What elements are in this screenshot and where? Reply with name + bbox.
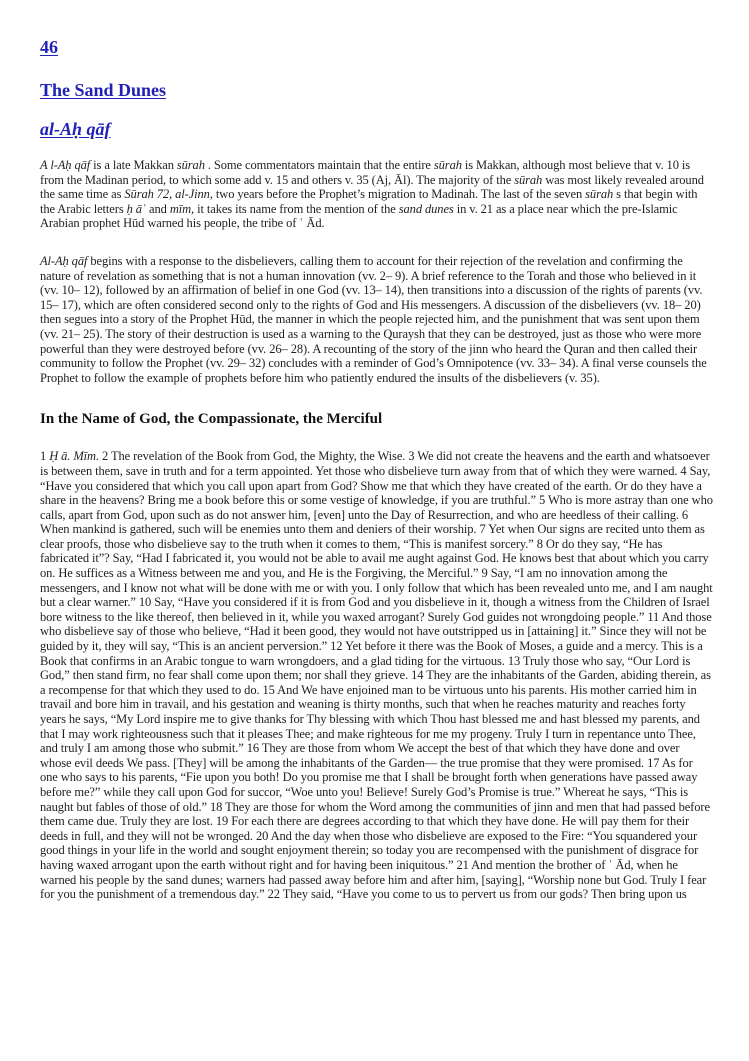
chapter-transliteration-link[interactable]: al-Aḥ qāf [40,119,111,139]
intro-paragraph-2: Al-Aḥ qāf begins with a response to the disbelievers, calling them to account for their rejection of the revelation and confirming the nature of revelation as something that is not a human innovation (vv. 2– 9). A brief reference to the Torah and those who believed in it (vv. 10– 12), followed by an affirmation of belief in one God (vv. 13– 14), then transitions into a discussion of the rights of parents (vv. 15– 17), which are often considered second only to the rights of God and His messengers. A discussion of the disbelievers (vv. 18– 20) then segues into a story of the Prophet Hūd, the manner in which the people rejected him, and the punishment that was sent upon them (vv. 21– 25). The story of their destruction is used as a warning to the Quraysh that they can be destroyed, just as those who were more powerful than they were destroyed before (vv. 26– 28). A recounting of the story of the jinn who heard the Quran and then called their community to follow the Prophet (vv. 29– 32) concludes with a reminder of God’s Omnipotence (vv. 33– 34). A final verse counsels the Prophet to follow the example of prophets before him who patiently endured the insults of the disbelievers (v. 35). [40,253,707,385]
bismillah-heading: In the Name of God, the Compassionate, the Merciful [40,411,383,428]
intro-paragraph-1: A l-Aḥ qāf is a late Makkan sūrah . Some commentators maintain that the entire sūrah is Makkan, although most believe that v. 10 is from the Madinan period, to which some add v. 15 and others v. 35 (Aj, Āl). The majority of the sūrah was most likely revealed around the same time as Sūrah 72, al-Jinn, two years before the Prophet’s migration to Madinah. The last of the seven sūrah s that begin with the Arabic letters ḥ āʾ and mīm, it takes its name from the mention of the sand dunes in v. 21 as a place near which the pre-Islamic Arabian prophet Hūd warned his people, the tribe of ʿ Ād. [40,158,704,231]
verses-paragraph: 1 Ḥ ā. Mīm. 2 The revelation of the Book from God, the Mighty, the Wise. 3 We did not create the heavens and the earth and whatsoever is between them, save in truth and for a term appointed. Yet those who disbelieve turn away from that of which they were warned. 4 Say, “Have you considered that which you call upon apart from God? Show me that which they have created of the earth. Or do they have a share in the heavens? Bring me a book before this or some vestige of knowledge, if you are truthful.” 5 Who is more astray than one who calls, apart from God, upon such as do not answer him, [even] unto the Day of Resurrection, and who are heedless of their calling. 6 When mankind is gathered, such will be enemies unto them and deniers of their worship. 7 Yet when Our signs are recited unto them as clear proofs, those who disbelieve say to the truth when it comes to them, “This is manifest sorcery.” 8 Or do they say, “He has fabricated it”? Say, “Had I fabricated it, you would not be able to avail me aught against God. He knows best that about which you carry on. He suffices as a Witness between me and you, and He is the Forgiving, the Merciful.” 9 Say, “I am no innovation among the messengers, and I know not what will be done with me or with you. I only follow that which has been revealed unto me, and I am naught but a clear warner.” 10 Say, “Have you considered if it is from God and you disbelieve in it, though a witness from the Children of Israel bore witness to the like thereof, then believed in it, while you waxed arrogant? Surely God guides not wrongdoing people.” 11 And those who disbelieve say of those who believe, “Had it been good, they would not have outstripped us in [attaining] it.” Since they will not be guided by it, they will say, “This is an ancient perversion.” 12 Yet before it there was the Book of Moses, a guide and a mercy. This is a Book that confirms in an Arabic tongue to warn wrongdoers, and a glad tiding for the virtuous. 13 Truly those who say, “Our Lord is God,” then stand firm, no fear shall come upon them; nor shall they grieve. 14 They are the inhabitants of the Garden, abiding therein, as a recompense for that which they used to do. 15 And We have enjoined man to be virtuous unto his parents. His mother carried him in travail and bore him in travail, and his gestation and weaning is thirty months, such that when he reaches maturity and reaches forty years he says, “My Lord inspire me to give thanks for Thy blessing with which Thou hast blessed me and hast blessed my parents, and that I may work righteousness such that it pleases Thee; and make righteous for me my progeny. Truly I turn in repentance unto Thee, and truly I am among those who submit.” 16 They are those from whom We accept the best of that which they have done and over whose evil deeds We pass. [They] will be among the inhabitants of the Garden— the true promise that they were promised. 17 As for one who says to his parents, “Fie upon you both! Do you promise me that I shall be brought forth when generations have passed away before me?” while they call upon God for succor, “Woe unto you! Believe! Surely God’s Promise is true.” Whereat he says, “This is naught but fables of those of old.” 18 They are those for whom the Word among the communities of jinn and men that had passed before them came due. Truly they are lost. 19 For each there are degrees according to that which they have done. He will pay them for their deeds in full, and they will not be wronged. 20 And the day when those who disbelieve are exposed to the Fire: “You squandered your good things in your life in the world and sought enjoyment therein; so today you are recompensed with the punishment of disgrace for having waxed arrogant upon the earth without right and for having been iniquitous.” 21 And mention the brother of ʿ Ād, when he warned his people by the sand dunes; warners had passed away before him and after him, [saying], “Worship none but God. Truly I fear for you the punishment of a tremendous day.” 22 They said, “Have you come to us to pervert us from our gods? Then bring upon us [40,449,713,902]
chapter-title-link[interactable]: The Sand Dunes [40,80,167,100]
chapter-number-link[interactable]: 46 [40,37,58,57]
